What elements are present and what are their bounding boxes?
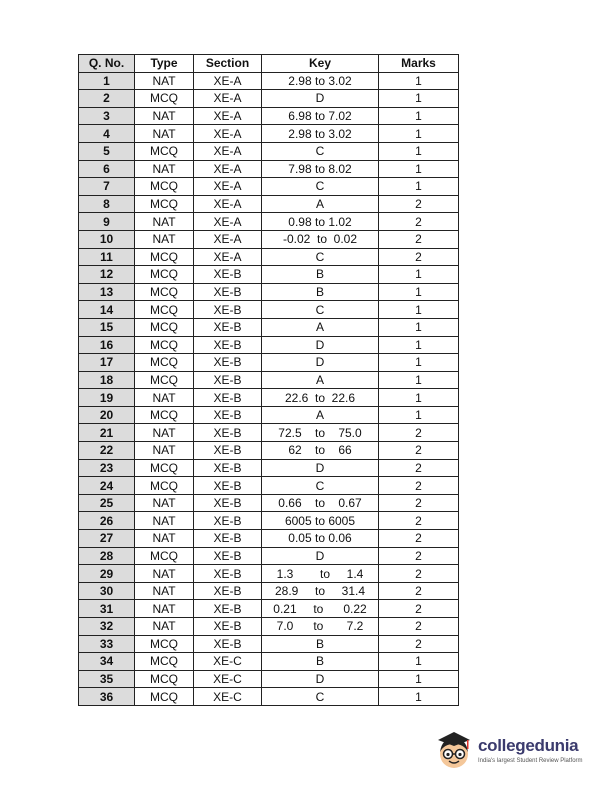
cell-key: 28.9 to 31.4: [262, 582, 379, 600]
cell-section: XE-A: [194, 178, 262, 196]
cell-qno: 27: [79, 530, 135, 548]
table-row: [79, 160, 459, 178]
cell-key: C: [262, 688, 379, 706]
cell-key: B: [262, 653, 379, 671]
cell-key: A: [262, 318, 379, 336]
cell-marks: 1: [379, 283, 459, 301]
cell-section: XE-B: [194, 635, 262, 653]
table-row: [79, 230, 459, 248]
table-row: [79, 266, 459, 284]
cell-section: XE-C: [194, 653, 262, 671]
cell-type: NAT: [135, 442, 194, 460]
cell-qno: 7: [79, 178, 135, 196]
cell-key: B: [262, 283, 379, 301]
table-row: [79, 688, 459, 706]
cell-marks: 1: [379, 670, 459, 688]
cell-type: NAT: [135, 494, 194, 512]
cell-section: XE-C: [194, 688, 262, 706]
cell-marks: 1: [379, 389, 459, 407]
cell-key: 0.98 to 1.02: [262, 213, 379, 231]
cell-qno: 6: [79, 160, 135, 178]
cell-section: XE-A: [194, 195, 262, 213]
table-row: [79, 477, 459, 495]
cell-qno: 25: [79, 494, 135, 512]
table-row: [79, 512, 459, 530]
table-row: [79, 653, 459, 671]
cell-type: MCQ: [135, 318, 194, 336]
cell-type: MCQ: [135, 266, 194, 284]
cell-key: C: [262, 301, 379, 319]
cell-key: D: [262, 354, 379, 372]
table-body: [79, 72, 459, 705]
cell-type: NAT: [135, 160, 194, 178]
table-row: [79, 125, 459, 143]
cell-type: MCQ: [135, 688, 194, 706]
cell-qno: 20: [79, 406, 135, 424]
cell-qno: 21: [79, 424, 135, 442]
cell-marks: 1: [379, 301, 459, 319]
cell-type: MCQ: [135, 178, 194, 196]
cell-section: XE-B: [194, 266, 262, 284]
header-key: Key: [262, 55, 379, 73]
cell-section: XE-A: [194, 213, 262, 231]
cell-type: NAT: [135, 125, 194, 143]
cell-qno: 30: [79, 582, 135, 600]
header-marks: Marks: [379, 55, 459, 73]
cell-key: 7.98 to 8.02: [262, 160, 379, 178]
table-row: [79, 301, 459, 319]
table-row: [79, 371, 459, 389]
cell-type: MCQ: [135, 371, 194, 389]
table-row: [79, 670, 459, 688]
table-header-row: [79, 55, 459, 73]
cell-qno: 36: [79, 688, 135, 706]
cell-qno: 19: [79, 389, 135, 407]
cell-qno: 32: [79, 618, 135, 636]
cell-marks: 2: [379, 213, 459, 231]
cell-qno: 34: [79, 653, 135, 671]
cell-section: XE-A: [194, 107, 262, 125]
cell-key: C: [262, 142, 379, 160]
header-section: Section: [194, 55, 262, 73]
cell-key: C: [262, 477, 379, 495]
cell-key: D: [262, 336, 379, 354]
table-row: [79, 530, 459, 548]
cell-marks: 2: [379, 195, 459, 213]
cell-marks: 1: [379, 354, 459, 372]
cell-qno: 23: [79, 459, 135, 477]
table-row: [79, 142, 459, 160]
cell-marks: 2: [379, 424, 459, 442]
cell-type: NAT: [135, 230, 194, 248]
cell-qno: 11: [79, 248, 135, 266]
collegedunia-logo: [434, 728, 604, 774]
cell-marks: 2: [379, 635, 459, 653]
cell-qno: 9: [79, 213, 135, 231]
cell-key: 1.3 to 1.4: [262, 565, 379, 583]
cell-qno: 33: [79, 635, 135, 653]
cell-type: NAT: [135, 600, 194, 618]
cell-section: XE-A: [194, 160, 262, 178]
cell-qno: 5: [79, 142, 135, 160]
graduate-mascot-icon: [434, 728, 474, 772]
cell-marks: 1: [379, 72, 459, 90]
table-row: [79, 600, 459, 618]
cell-key: 2.98 to 3.02: [262, 125, 379, 143]
cell-type: MCQ: [135, 90, 194, 108]
cell-type: NAT: [135, 530, 194, 548]
cell-marks: 2: [379, 494, 459, 512]
cell-key: A: [262, 371, 379, 389]
cell-key: 22.6 to 22.6: [262, 389, 379, 407]
cell-section: XE-A: [194, 90, 262, 108]
cell-marks: 2: [379, 230, 459, 248]
cell-type: MCQ: [135, 301, 194, 319]
cell-key: B: [262, 635, 379, 653]
cell-section: XE-B: [194, 336, 262, 354]
cell-qno: 2: [79, 90, 135, 108]
cell-marks: 1: [379, 160, 459, 178]
cell-key: D: [262, 670, 379, 688]
table-row: [79, 459, 459, 477]
cell-marks: 1: [379, 125, 459, 143]
cell-marks: 2: [379, 248, 459, 266]
cell-section: XE-B: [194, 582, 262, 600]
cell-marks: 1: [379, 142, 459, 160]
cell-section: XE-C: [194, 670, 262, 688]
cell-qno: 22: [79, 442, 135, 460]
cell-qno: 26: [79, 512, 135, 530]
cell-section: XE-B: [194, 477, 262, 495]
cell-marks: 2: [379, 565, 459, 583]
cell-key: 0.21 to 0.22: [262, 600, 379, 618]
cell-key: 72.5 to 75.0: [262, 424, 379, 442]
cell-marks: 1: [379, 318, 459, 336]
cell-key: 2.98 to 3.02: [262, 72, 379, 90]
cell-qno: 18: [79, 371, 135, 389]
table-row: [79, 107, 459, 125]
cell-qno: 24: [79, 477, 135, 495]
cell-type: NAT: [135, 565, 194, 583]
cell-key: C: [262, 248, 379, 266]
cell-marks: 1: [379, 406, 459, 424]
cell-marks: 2: [379, 442, 459, 460]
cell-marks: 1: [379, 178, 459, 196]
cell-qno: 10: [79, 230, 135, 248]
cell-type: NAT: [135, 582, 194, 600]
cell-section: XE-A: [194, 125, 262, 143]
cell-type: NAT: [135, 424, 194, 442]
cell-section: XE-A: [194, 142, 262, 160]
brand-name: collegedunia: [478, 736, 579, 755]
cell-type: NAT: [135, 512, 194, 530]
cell-section: XE-B: [194, 389, 262, 407]
cell-section: XE-B: [194, 512, 262, 530]
header-qno: Q. No.: [79, 55, 135, 73]
cell-section: XE-B: [194, 459, 262, 477]
table-row: [79, 213, 459, 231]
cell-key: D: [262, 459, 379, 477]
cell-type: MCQ: [135, 547, 194, 565]
cell-key: 0.66 to 0.67: [262, 494, 379, 512]
table-row: [79, 318, 459, 336]
table-row: [79, 635, 459, 653]
cell-section: XE-B: [194, 565, 262, 583]
cell-section: XE-B: [194, 530, 262, 548]
cell-marks: 1: [379, 688, 459, 706]
cell-key: C: [262, 178, 379, 196]
cell-section: XE-B: [194, 424, 262, 442]
cell-marks: 2: [379, 618, 459, 636]
cell-qno: 15: [79, 318, 135, 336]
cell-marks: 2: [379, 530, 459, 548]
cell-qno: 4: [79, 125, 135, 143]
cell-type: NAT: [135, 389, 194, 407]
cell-key: D: [262, 547, 379, 565]
cell-type: MCQ: [135, 283, 194, 301]
cell-marks: 2: [379, 582, 459, 600]
cell-key: 6.98 to 7.02: [262, 107, 379, 125]
table-row: [79, 195, 459, 213]
cell-qno: 35: [79, 670, 135, 688]
cell-marks: 2: [379, 600, 459, 618]
cell-key: 6005 to 6005: [262, 512, 379, 530]
cell-marks: 2: [379, 547, 459, 565]
cell-key: -0.02 to 0.02: [262, 230, 379, 248]
cell-section: XE-A: [194, 72, 262, 90]
cell-type: MCQ: [135, 248, 194, 266]
cell-section: XE-B: [194, 371, 262, 389]
cell-qno: 28: [79, 547, 135, 565]
cell-type: MCQ: [135, 459, 194, 477]
cell-qno: 31: [79, 600, 135, 618]
cell-section: XE-B: [194, 618, 262, 636]
cell-marks: 2: [379, 512, 459, 530]
table-row: [79, 354, 459, 372]
cell-key: B: [262, 266, 379, 284]
cell-type: NAT: [135, 72, 194, 90]
cell-type: MCQ: [135, 142, 194, 160]
cell-type: NAT: [135, 107, 194, 125]
cell-type: MCQ: [135, 336, 194, 354]
table-row: [79, 283, 459, 301]
table-row: [79, 90, 459, 108]
cell-marks: 2: [379, 477, 459, 495]
table-row: [79, 618, 459, 636]
cell-qno: 16: [79, 336, 135, 354]
cell-qno: 8: [79, 195, 135, 213]
cell-type: MCQ: [135, 477, 194, 495]
cell-key: A: [262, 406, 379, 424]
cell-marks: 2: [379, 459, 459, 477]
cell-marks: 1: [379, 371, 459, 389]
cell-section: XE-B: [194, 354, 262, 372]
cell-type: NAT: [135, 213, 194, 231]
cell-type: MCQ: [135, 653, 194, 671]
cell-key: A: [262, 195, 379, 213]
table-row: [79, 178, 459, 196]
cell-qno: 17: [79, 354, 135, 372]
cell-marks: 1: [379, 653, 459, 671]
cell-section: XE-B: [194, 318, 262, 336]
cell-qno: 1: [79, 72, 135, 90]
table-row: [79, 547, 459, 565]
table-row: [79, 389, 459, 407]
table-row: [79, 72, 459, 90]
cell-section: XE-B: [194, 442, 262, 460]
cell-type: MCQ: [135, 354, 194, 372]
cell-section: XE-B: [194, 283, 262, 301]
table-row: [79, 494, 459, 512]
cell-marks: 1: [379, 336, 459, 354]
cell-key: 0.05 to 0.06: [262, 530, 379, 548]
cell-section: XE-A: [194, 230, 262, 248]
cell-type: MCQ: [135, 635, 194, 653]
cell-qno: 12: [79, 266, 135, 284]
table-row: [79, 565, 459, 583]
cell-key: 62 to 66: [262, 442, 379, 460]
cell-key: 7.0 to 7.2: [262, 618, 379, 636]
header-type: Type: [135, 55, 194, 73]
table-row: [79, 442, 459, 460]
cell-type: MCQ: [135, 670, 194, 688]
cell-section: XE-B: [194, 494, 262, 512]
table-row: [79, 336, 459, 354]
cell-section: XE-B: [194, 406, 262, 424]
cell-type: MCQ: [135, 406, 194, 424]
table-row: [79, 248, 459, 266]
cell-section: XE-B: [194, 301, 262, 319]
cell-key: D: [262, 90, 379, 108]
answer-key-table: [78, 54, 459, 706]
cell-marks: 1: [379, 90, 459, 108]
cell-qno: 14: [79, 301, 135, 319]
cell-marks: 1: [379, 107, 459, 125]
cell-section: XE-B: [194, 547, 262, 565]
table-row: [79, 582, 459, 600]
cell-type: MCQ: [135, 195, 194, 213]
cell-qno: 3: [79, 107, 135, 125]
table-row: [79, 424, 459, 442]
table-row: [79, 406, 459, 424]
cell-qno: 29: [79, 565, 135, 583]
cell-qno: 13: [79, 283, 135, 301]
cell-section: XE-B: [194, 600, 262, 618]
cell-type: NAT: [135, 618, 194, 636]
cell-section: XE-A: [194, 248, 262, 266]
cell-marks: 1: [379, 266, 459, 284]
brand-tagline: India's largest Student Review Platform: [478, 758, 583, 764]
